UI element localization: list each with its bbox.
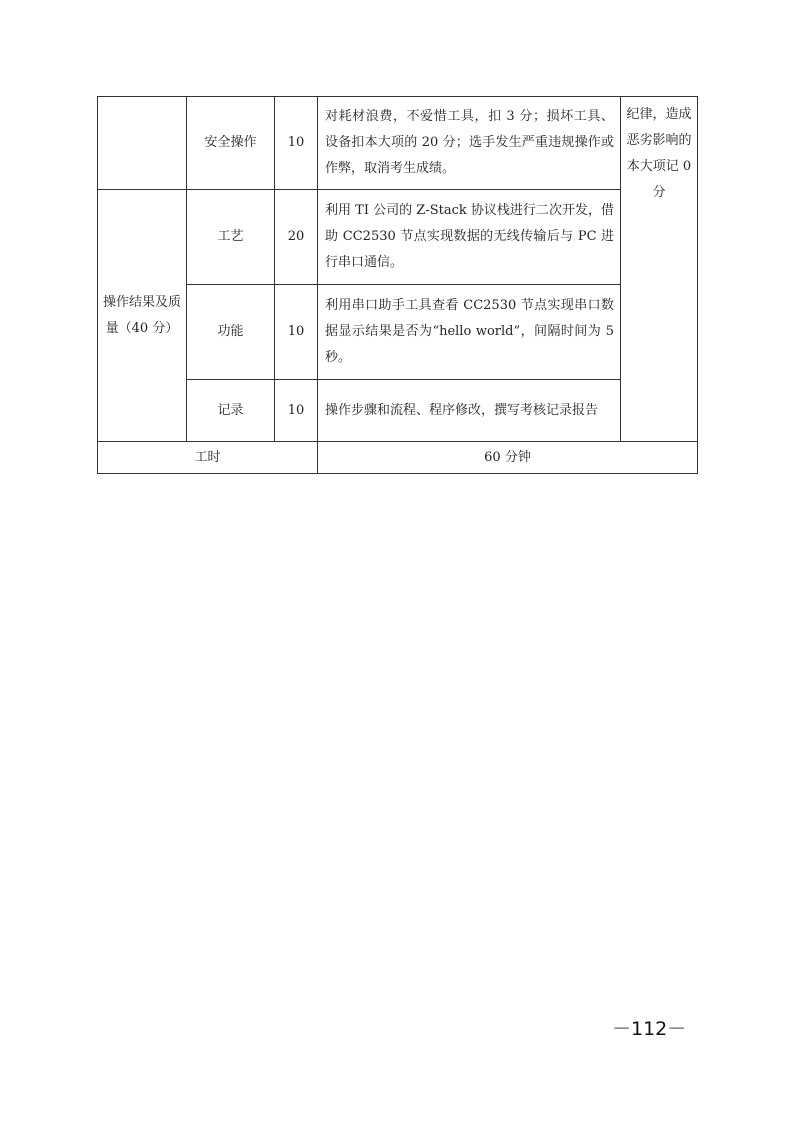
- description-record: 操作步骤和流程、程序修改，撰写考核记录报告: [318, 380, 621, 442]
- footer-value: 60 分钟: [318, 442, 698, 474]
- category-cell-empty: [98, 97, 187, 190]
- description-safety: 对耗材浪费，不爱惜工具，扣 3 分；损坏工具、设备扣本大项的 20 分；选手发生严重违规操作或作弊，取消考生成绩。: [318, 97, 621, 190]
- table-row-safety: [98, 97, 698, 190]
- page-number: －112－: [612, 1018, 687, 1040]
- table-row-record: [98, 380, 698, 442]
- description-craft: 利用 TI 公司的 Z-Stack 协议栈进行二次开发，借助 CC2530 节点实现数据的无线传输后与 PC 进行串口通信。: [318, 190, 621, 285]
- category-result-quality: 操作结果及质量（40 分）: [98, 190, 187, 442]
- table-row-footer: [98, 442, 698, 474]
- item-craft: 工艺: [187, 190, 275, 285]
- table-row-craft: [98, 190, 698, 285]
- score-record: 10: [275, 380, 318, 442]
- score-craft: 20: [275, 190, 318, 285]
- score-safety: 10: [275, 97, 318, 190]
- item-record: 记录: [187, 380, 275, 442]
- scoring-table: [97, 96, 698, 474]
- footer-label: 工时: [98, 442, 318, 474]
- side-note: 纪律，造成恶劣影响的本大项记 0 分: [621, 97, 698, 442]
- item-function: 功能: [187, 285, 275, 380]
- description-function: 利用串口助手工具查看 CC2530 节点实现串口数据显示结果是否为“hello world”，间隔时间为 5 秒。: [318, 285, 621, 380]
- table-row-function: [98, 285, 698, 380]
- item-safety: 安全操作: [187, 97, 275, 190]
- score-function: 10: [275, 285, 318, 380]
